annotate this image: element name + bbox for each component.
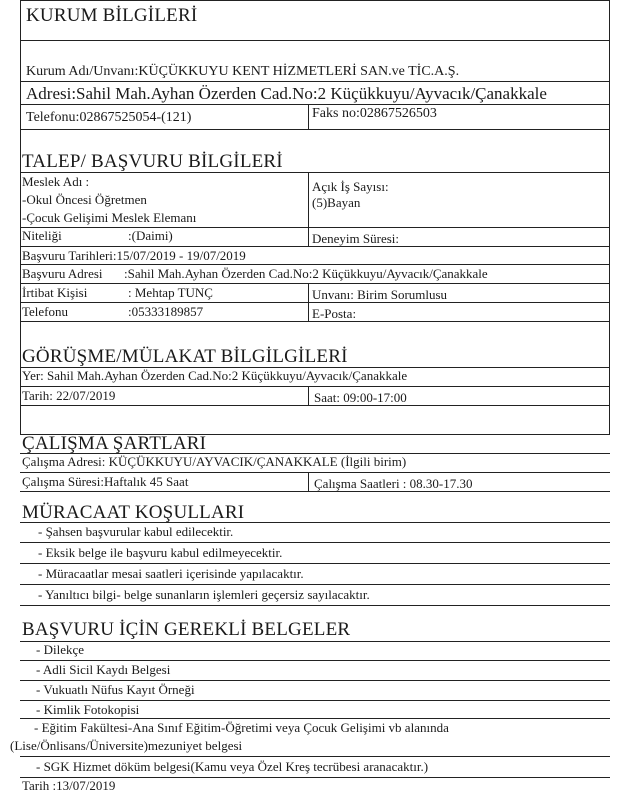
gorusme-yer-line (20, 386, 610, 387)
belge-line-5 (20, 756, 610, 757)
niteligi-label: Niteliği (22, 228, 62, 243)
talep-header-line (20, 172, 610, 173)
belge-item-3: - Vukuatlı Nüfus Kayıt Örneği (36, 682, 195, 697)
basvuru-adresi-label: Başvuru Adresi (22, 266, 103, 281)
basvuru-tarihleri: Başvuru Tarihleri:15/07/2019 - 19/07/2019 (22, 248, 246, 263)
irtibat-line (20, 302, 610, 303)
gorusme-end-line (20, 405, 610, 406)
calisma-end-line (20, 491, 610, 492)
gorusme-divider (308, 386, 309, 406)
talep-header: TALEP/ BAŞVURU BİLGİLERİ (22, 151, 283, 172)
basvuru-adresi-value: :Sahil Mah.Ayhan Özerden Cad.No:2 Küçükkuyu/Ayvacık/Çanakkale (124, 266, 488, 281)
belge-egitim-1: - Eğitim Fakültesi-Ana Sınıf Eğitim-Öğretimi veya Çocuk Gelişimi vb alanında (34, 720, 449, 735)
talep-end-line (20, 321, 610, 322)
gorusme-tarih: Tarih: 22/07/2019 (22, 388, 116, 403)
talep-telefon-value: :05333189857 (128, 304, 204, 319)
niteligi-line (20, 246, 610, 247)
belge-line-1 (20, 660, 610, 661)
calisma-divider (308, 472, 309, 492)
acik-is-value: (5)Bayan (312, 195, 361, 210)
kurum-header: KURUM BİLGİLERİ (26, 5, 198, 26)
meslek-label: Meslek Adı : (22, 174, 90, 189)
belgeler-header: BAŞVURU İÇİN GEREKLİ BELGELER (22, 619, 351, 640)
belge-line-3 (20, 700, 610, 701)
deneyim-label: Deneyim Süresi: (312, 231, 400, 246)
niteligi-divider (308, 227, 309, 247)
muracaat-item-2: - Eksik belge ile başvuru kabul edilmeyecektir. (38, 545, 283, 560)
meslek-divider (308, 172, 309, 227)
gorusme-header: GÖRÜŞME/MÜLAKAT BİLGİLGİLERİ (22, 346, 348, 367)
irtibat-label: İrtibat Kişisi (22, 285, 88, 300)
calisma-adres: Çalışma Adresi: KÜÇÜKKUYU/AYVACIK/ÇANAKKALE (İlgili birim) (22, 454, 407, 469)
muracaat-header-line (20, 522, 610, 523)
muracaat-item-3: - Müracaatlar mesai saatleri içerisinde yapılacaktır. (38, 566, 304, 581)
kurum-telefon: Telefonu:02867525054-(121) (26, 110, 192, 125)
kurum-adres-line (20, 104, 610, 105)
meslek-item-1: -Okul Öncesi Öğretmen (22, 192, 147, 207)
belge-line-4 (20, 718, 610, 719)
belge-tarih: Tarih :13/07/2019 (22, 778, 116, 793)
unvani-label: Unvanı: Birim Sorumlusu (312, 287, 448, 302)
calisma-saatler: Çalışma Saatleri : 08.30-17.30 (314, 476, 473, 491)
kurum-adi: Kurum Adı/Unvanı:KÜÇÜKKUYU KENT HİZMETLERİ SAN.ve TİC.A.Ş. (26, 64, 460, 79)
calisma-header: ÇALIŞMA ŞARTLARI (22, 433, 207, 454)
tarihleri-line (20, 264, 610, 265)
muracaat-line-3 (20, 584, 610, 585)
belge-line-2 (20, 680, 610, 681)
meslek-item-2: -Çocuk Gelişimi Meslek Elemanı (22, 210, 197, 225)
belge-egitim-2: (Lise/Önlisans/Üniversite)mezuniyet belgesi (10, 738, 243, 753)
muracaat-item-1: - Şahsen başvurular kabul edilecektir. (38, 524, 234, 539)
belge-item-1: - Dilekçe (36, 642, 85, 657)
belge-item-4: - Kimlik Fotokopisi (36, 702, 140, 717)
belge-sgk: - SGK Hizmet döküm belgesi(Kamu veya Özel Kreş tecrübesi aranacaktır.) (36, 759, 429, 774)
belgeler-header-line (20, 641, 610, 642)
muracaat-line-4 (20, 605, 610, 606)
kurum-underline (20, 81, 610, 82)
gorusme-saat: Saat: 09:00-17:00 (314, 390, 407, 405)
gorusme-yer: Yer: Sahil Mah.Ayhan Özerden Cad.No:2 Küçükkuyu/Ayvacık/Çanakkale (22, 368, 408, 383)
meslek-line (20, 227, 610, 228)
eposta-label: E-Posta: (312, 306, 357, 321)
muracaat-item-4: - Yanıltıcı bilgi- belge sunanların işlemleri geçersiz sayılacaktır. (38, 587, 370, 602)
basvuru-adresi-line (20, 283, 610, 284)
acik-is-label: Açık İş Sayısı: (312, 179, 389, 194)
niteligi-value: :(Daimi) (128, 228, 173, 243)
muracaat-line-2 (20, 563, 610, 564)
talep-telefon-label: Telefonu (22, 304, 69, 319)
calisma-adres-line (20, 472, 610, 473)
irtibat-value: : Mehtap TUNÇ (128, 285, 213, 300)
kurum-adres: Adresi:Sahil Mah.Ayhan Özerden Cad.No:2 Küçükkuyu/Ayvacık/Çanakkale (26, 84, 547, 103)
muracaat-header: MÜRACAAT KOŞULLARI (22, 502, 245, 523)
kurum-telefon-divider (308, 104, 309, 130)
calisma-sure: Çalışma Süresi:Haftalık 45 Saat (22, 474, 189, 489)
kurum-faks: Faks no:02867526503 (312, 106, 437, 121)
muracaat-line-1 (20, 542, 610, 543)
belge-item-2: - Adli Sicil Kaydı Belgesi (36, 662, 171, 677)
